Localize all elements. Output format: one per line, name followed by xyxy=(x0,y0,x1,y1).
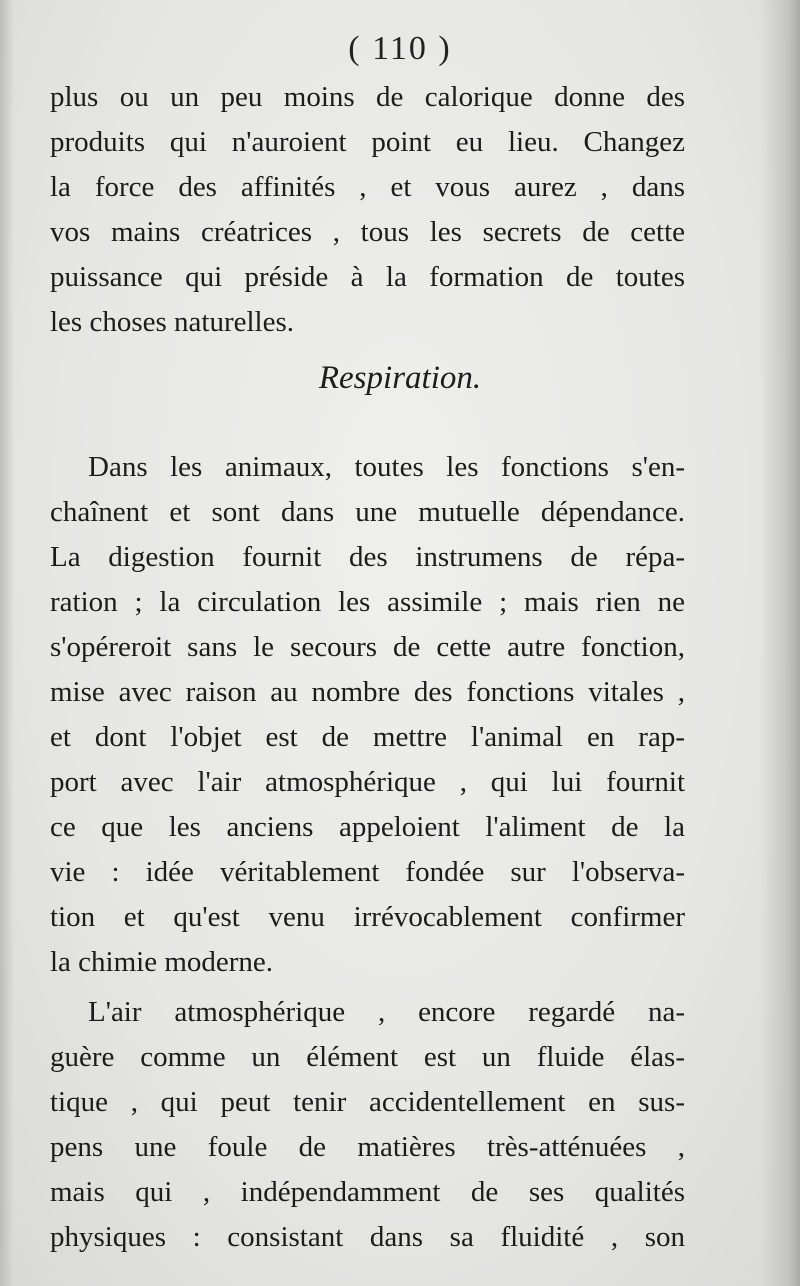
page-number: ( 110 ) xyxy=(348,30,452,67)
section-heading: Respiration. xyxy=(318,360,482,396)
text-line: et dont l'objet est de mettre l'animal en rap- xyxy=(50,721,685,753)
paragraph-3 xyxy=(50,990,685,1260)
text-line: guère comme un élément est un fluide élas- xyxy=(50,1041,685,1073)
text-line: tion et qu'est venu irrévocablement confirmer xyxy=(50,901,685,933)
text-line: tique , qui peut tenir accidentellement en sus- xyxy=(50,1086,685,1118)
page-right-edge-shadow xyxy=(760,0,800,1286)
text-line: la force des affinités , et vous aurez , dans xyxy=(50,171,685,203)
paragraph-2 xyxy=(50,445,685,985)
text-line: Dans les animaux, toutes les fonctions s'en- xyxy=(88,451,685,483)
text-line: L'air atmosphérique , encore regardé na- xyxy=(88,996,685,1028)
text-line: ce que les anciens appeloient l'aliment de la xyxy=(50,811,685,843)
text-line: vie : idée véritablement fondée sur l'observa- xyxy=(50,856,685,888)
text-line: mise avec raison au nombre des fonctions vitales , xyxy=(50,676,685,708)
text-line: puissance qui préside à la formation de toutes xyxy=(50,261,685,293)
text-line: la chimie moderne. xyxy=(50,946,274,978)
text-line: vos mains créatrices , tous les secrets de cette xyxy=(50,216,685,248)
text-line: plus ou un peu moins de calorique donne des xyxy=(50,81,685,113)
text-line: La digestion fournit des instrumens de répa- xyxy=(50,541,685,573)
text-line: produits qui n'auroient point eu lieu. Changez xyxy=(50,126,685,158)
text-line: s'opéreroit sans le secours de cette autre fonction, xyxy=(50,631,685,663)
text-line: mais qui , indépendamment de ses qualités xyxy=(50,1176,685,1208)
paragraph-1 xyxy=(50,75,685,345)
page-left-edge-shadow xyxy=(0,0,14,1286)
text-line: physiques : consistant dans sa fluidité , son xyxy=(50,1221,685,1253)
text-line: chaînent et sont dans une mutuelle dépendance. xyxy=(50,496,685,528)
text-line: pens une foule de matières très-atténuées , xyxy=(50,1131,685,1163)
text-line: ration ; la circulation les assimile ; mais rien ne xyxy=(50,586,685,618)
text-line: les choses naturelles. xyxy=(50,306,295,338)
text-line: port avec l'air atmosphérique , qui lui fournit xyxy=(50,766,685,798)
